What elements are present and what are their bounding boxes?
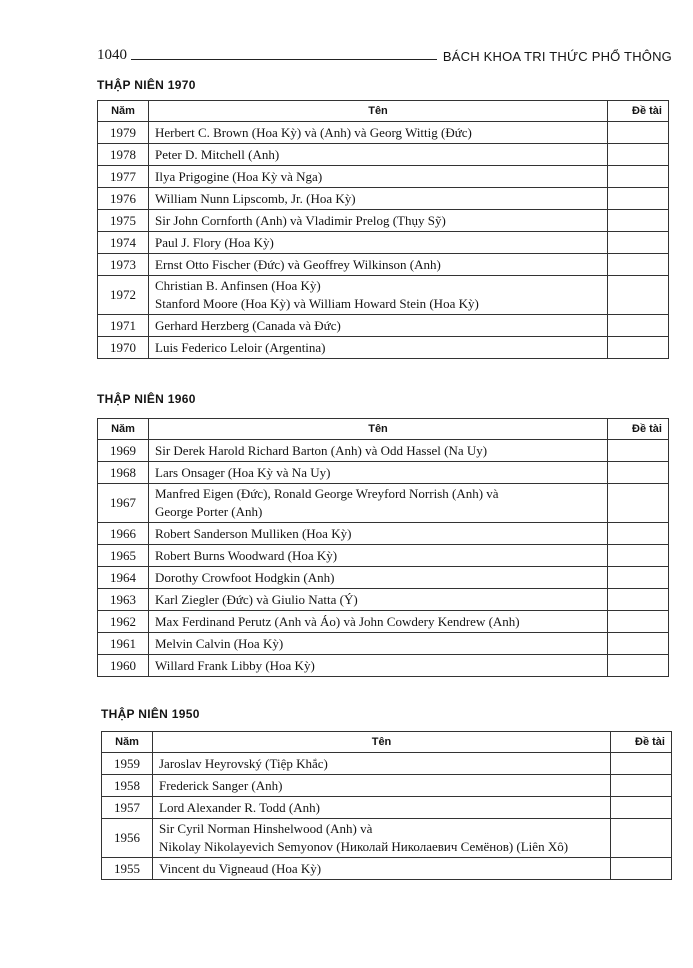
year-cell: 1960 <box>98 655 149 677</box>
laureate-name-line: Manfred Eigen (Đức), Ronald George Wreyford Norrish (Anh) và <box>155 486 499 501</box>
table-body <box>98 122 669 359</box>
laureate-name-line: Peter D. Mitchell (Anh) <box>155 146 280 162</box>
table-header <box>98 419 669 440</box>
table-row <box>98 166 669 188</box>
laureate-names-cell <box>149 276 608 315</box>
laureate-name-line: Max Ferdinand Perutz (Anh và Áo) và John Cowdery Kendrew (Anh) <box>155 613 520 629</box>
year-cell: 1977 <box>98 166 149 188</box>
laureate-name-line: Robert Burns Woodward (Hoa Kỳ) <box>155 547 338 563</box>
year-cell: 1971 <box>98 315 149 337</box>
laureate-name-line: Sir John Cornforth (Anh) và Vladimir Prelog (Thụy Sỹ) <box>155 212 446 228</box>
laureate-table <box>97 100 669 359</box>
table-row <box>98 633 669 655</box>
laureate-table <box>97 418 669 677</box>
topic-cell <box>608 440 669 462</box>
laureate-name-line: Lord Alexander R. Todd (Anh) <box>159 799 320 815</box>
laureate-name-line: Sir Cyril Norman Hinshelwood (Anh) và <box>159 821 373 836</box>
topic-cell <box>608 589 669 611</box>
table-row <box>102 797 672 819</box>
topic-cell <box>608 210 669 232</box>
table-row <box>102 819 672 858</box>
laureate-name-line: Dorothy Crowfoot Hodgkin (Anh) <box>155 569 335 585</box>
table-header <box>102 732 672 753</box>
laureate-names-cell <box>149 633 608 655</box>
topic-cell <box>608 611 669 633</box>
laureate-names-cell <box>149 210 608 232</box>
column-header-name: Tên <box>149 101 608 122</box>
laureate-names-cell <box>149 232 608 254</box>
year-cell: 1955 <box>102 858 153 880</box>
table-row <box>98 254 669 276</box>
laureate-name-line: Herbert C. Brown (Hoa Kỳ) và (Anh) và Georg Wittig (Đức) <box>155 124 472 140</box>
running-header <box>97 46 672 64</box>
header-row <box>98 419 669 440</box>
column-header-topic: Đề tài <box>608 101 669 122</box>
table-row <box>98 337 669 359</box>
table-row <box>102 775 672 797</box>
year-cell: 1970 <box>98 337 149 359</box>
table-row <box>98 589 669 611</box>
laureate-names-cell <box>149 122 608 144</box>
year-cell: 1963 <box>98 589 149 611</box>
laureate-names-cell <box>153 797 611 819</box>
laureate-names-cell <box>153 753 611 775</box>
table-row <box>98 232 669 254</box>
topic-cell <box>608 232 669 254</box>
laureate-name-line: Paul J. Flory (Hoa Kỳ) <box>155 234 274 250</box>
laureate-name-line: Lars Onsager (Hoa Kỳ và Na Uy) <box>155 464 331 480</box>
header-row <box>98 101 669 122</box>
topic-cell <box>608 188 669 210</box>
column-header-name: Tên <box>153 732 611 753</box>
laureate-names-cell <box>149 523 608 545</box>
year-cell: 1965 <box>98 545 149 567</box>
year-cell: 1964 <box>98 567 149 589</box>
table-row <box>98 144 669 166</box>
header-rule <box>131 59 437 60</box>
table-row <box>98 484 669 523</box>
laureate-names-cell <box>149 440 608 462</box>
year-cell: 1969 <box>98 440 149 462</box>
column-header-year: Năm <box>102 732 153 753</box>
topic-cell <box>608 655 669 677</box>
column-header-topic: Đề tài <box>611 732 672 753</box>
topic-cell <box>611 819 672 858</box>
laureate-names-cell <box>149 144 608 166</box>
laureate-names-cell <box>149 484 608 523</box>
laureate-names-cell <box>153 775 611 797</box>
header-row <box>102 732 672 753</box>
topic-cell <box>608 462 669 484</box>
laureate-names-cell <box>149 567 608 589</box>
laureate-name-line: Ernst Otto Fischer (Đức) và Geoffrey Wilkinson (Anh) <box>155 256 441 272</box>
table-body <box>98 440 669 677</box>
year-cell: 1957 <box>102 797 153 819</box>
laureate-name-line: Frederick Sanger (Anh) <box>159 777 283 793</box>
laureate-names-cell <box>153 858 611 880</box>
topic-cell <box>608 276 669 315</box>
section-title: THẬP NIÊN 1950 <box>101 707 200 721</box>
laureate-names-cell <box>149 589 608 611</box>
topic-cell <box>608 254 669 276</box>
topic-cell <box>611 797 672 819</box>
table-row <box>98 122 669 144</box>
laureate-name-line: Vincent du Vigneaud (Hoa Kỳ) <box>159 860 322 876</box>
year-cell: 1968 <box>98 462 149 484</box>
topic-cell <box>611 775 672 797</box>
laureate-names-cell <box>149 188 608 210</box>
topic-cell <box>608 315 669 337</box>
table-row <box>98 440 669 462</box>
laureate-names-cell <box>153 819 611 858</box>
year-cell: 1959 <box>102 753 153 775</box>
laureate-names-cell <box>149 655 608 677</box>
laureate-name-line: Stanford Moore (Hoa Kỳ) và William Howard Stein (Hoa Kỳ) <box>155 296 479 311</box>
table-row <box>98 523 669 545</box>
laureate-name-line: Willard Frank Libby (Hoa Kỳ) <box>155 657 315 673</box>
table-row <box>98 655 669 677</box>
year-cell: 1958 <box>102 775 153 797</box>
year-cell: 1972 <box>98 276 149 315</box>
year-cell: 1973 <box>98 254 149 276</box>
laureate-table <box>101 731 672 880</box>
laureate-names-cell <box>149 462 608 484</box>
laureate-name-line: Gerhard Herzberg (Canada và Đức) <box>155 317 341 333</box>
laureate-name-line: George Porter (Anh) <box>155 504 263 519</box>
table-header <box>98 101 669 122</box>
laureate-names-cell <box>149 254 608 276</box>
topic-cell <box>608 567 669 589</box>
year-cell: 1974 <box>98 232 149 254</box>
year-cell: 1962 <box>98 611 149 633</box>
table-row <box>102 858 672 880</box>
topic-cell <box>608 337 669 359</box>
year-cell: 1978 <box>98 144 149 166</box>
table-row <box>98 188 669 210</box>
topic-cell <box>608 523 669 545</box>
year-cell: 1976 <box>98 188 149 210</box>
table-row <box>98 315 669 337</box>
laureate-name-line: William Nunn Lipscomb, Jr. (Hoa Kỳ) <box>155 190 356 206</box>
laureate-name-line: Nikolay Nikolayevich Semyonov (Николай Николаевич Семёнов) (Liên Xô) <box>159 839 569 854</box>
year-cell: 1961 <box>98 633 149 655</box>
laureate-name-line: Jaroslav Heyrovský (Tiệp Khắc) <box>159 755 328 771</box>
table-row <box>98 210 669 232</box>
year-cell: 1975 <box>98 210 149 232</box>
laureate-name-line: Melvin Calvin (Hoa Kỳ) <box>155 635 284 651</box>
topic-cell <box>608 122 669 144</box>
laureate-names-cell <box>149 166 608 188</box>
year-cell: 1956 <box>102 819 153 858</box>
section-title: THẬP NIÊN 1960 <box>97 392 196 406</box>
table-row <box>102 753 672 775</box>
section-title: THẬP NIÊN 1970 <box>97 78 196 92</box>
laureate-name-line: Christian B. Anfinsen (Hoa Kỳ) <box>155 278 321 293</box>
topic-cell <box>611 753 672 775</box>
column-header-topic: Đề tài <box>608 419 669 440</box>
year-cell: 1967 <box>98 484 149 523</box>
table-row <box>98 276 669 315</box>
topic-cell <box>608 545 669 567</box>
laureate-name-line: Robert Sanderson Mulliken (Hoa Kỳ) <box>155 525 352 541</box>
topic-cell <box>608 166 669 188</box>
laureate-name-line: Sir Derek Harold Richard Barton (Anh) và Odd Hassel (Na Uy) <box>155 442 488 458</box>
topic-cell <box>608 484 669 523</box>
topic-cell <box>611 858 672 880</box>
table-row <box>98 545 669 567</box>
table-row <box>98 462 669 484</box>
laureate-name-line: Karl Ziegler (Đức) và Giulio Natta (Ý) <box>155 591 358 607</box>
laureate-names-cell <box>149 611 608 633</box>
laureate-names-cell <box>149 315 608 337</box>
column-header-name: Tên <box>149 419 608 440</box>
column-header-year: Năm <box>98 419 149 440</box>
table-row <box>98 567 669 589</box>
column-header-year: Năm <box>98 101 149 122</box>
laureate-names-cell <box>149 545 608 567</box>
laureate-name-line: Ilya Prigogine (Hoa Kỳ và Nga) <box>155 168 323 184</box>
table-row <box>98 611 669 633</box>
page-number: 1040 <box>97 47 127 63</box>
topic-cell <box>608 144 669 166</box>
laureate-name-line: Luis Federico Leloir (Argentina) <box>155 339 326 355</box>
table-body <box>102 753 672 880</box>
year-cell: 1979 <box>98 122 149 144</box>
book-title: BÁCH KHOA TRI THỨC PHỔ THÔNG <box>442 49 672 64</box>
topic-cell <box>608 633 669 655</box>
laureate-names-cell <box>149 337 608 359</box>
year-cell: 1966 <box>98 523 149 545</box>
